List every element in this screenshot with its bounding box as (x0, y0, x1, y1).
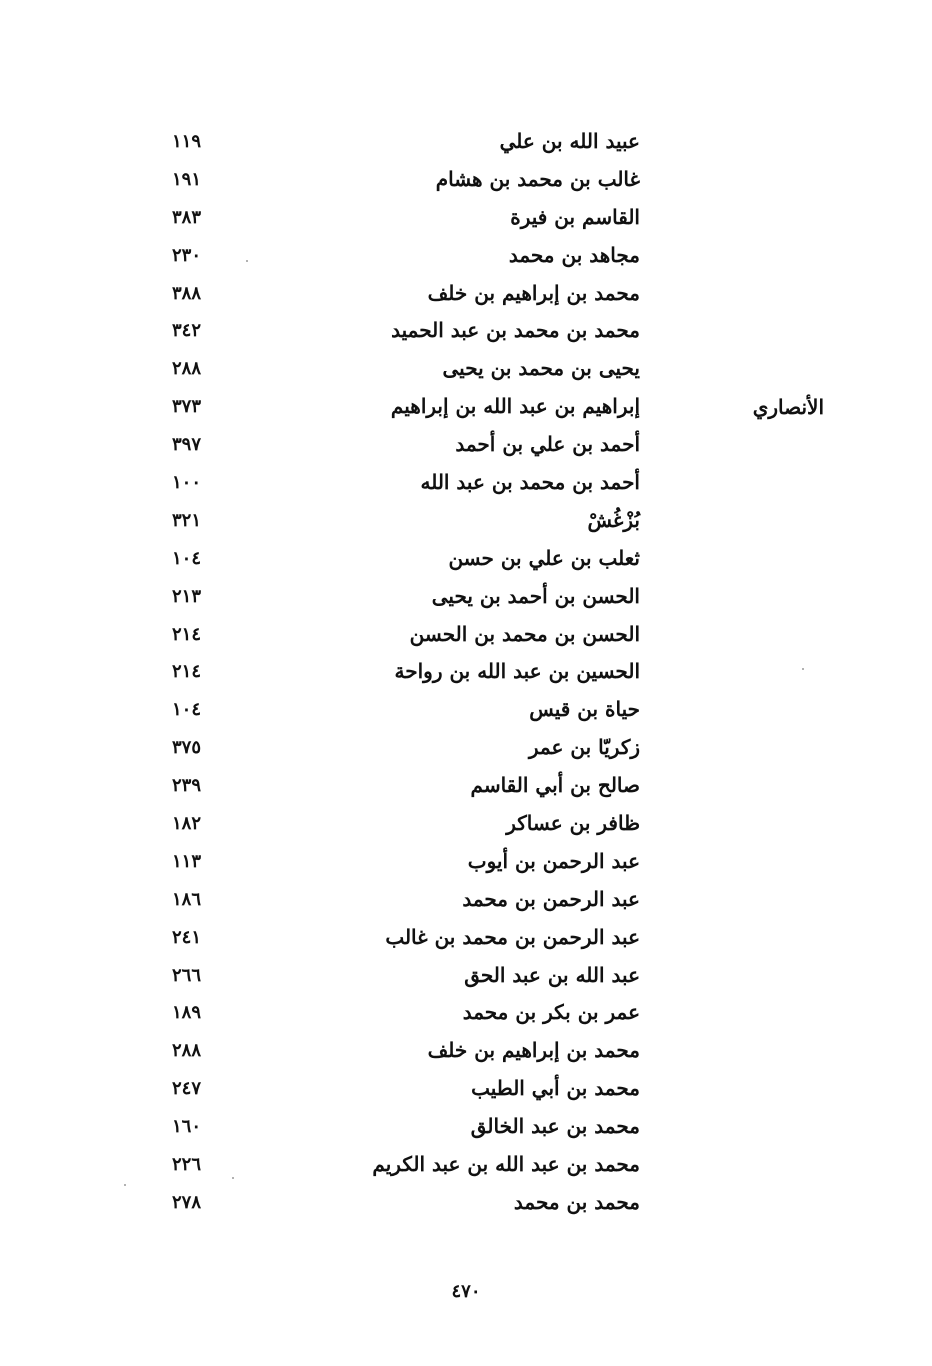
entry-name: أحمد بن محمد بن عبد الله (420, 470, 640, 495)
entry-page-number: ١٨٢ (172, 813, 202, 835)
index-entry (0, 730, 932, 768)
entry-name: صالح بن أبي القاسم (470, 773, 640, 798)
group-heading-nisba: الأنصاري (752, 395, 824, 419)
index-entry (0, 541, 932, 579)
entry-page-number: ٢١٤ (172, 623, 202, 645)
index-entry (0, 920, 932, 958)
page-folio-number: ٤٧٠ (451, 1281, 481, 1302)
index-entry (0, 389, 932, 427)
entry-page-number: ٣٢١ (172, 509, 202, 531)
entry-name: محمد بن محمد (513, 1189, 640, 1214)
entry-name: محمد بن عبد الله بن عبد الكريم (372, 1152, 640, 1177)
index-entry (0, 579, 932, 617)
index-entry (0, 503, 932, 541)
entry-page-number: ٣٨٣ (172, 206, 202, 228)
index-entry (0, 200, 932, 238)
scan-speck (232, 1177, 234, 1179)
entry-name: عبد الرحمن بن محمد بن غالب (385, 924, 640, 949)
index-entry (0, 427, 932, 465)
entry-page-number: ١١٣ (172, 850, 202, 872)
entry-page-number: ٢٨٨ (172, 358, 202, 380)
scan-speck (802, 668, 804, 670)
entry-name: محمد بن عبد الخالق (470, 1114, 640, 1139)
index-entry (0, 1109, 932, 1147)
entry-page-number: ٢١٤ (172, 661, 202, 683)
entry-name: زكريّا بن عمر (528, 735, 640, 760)
entry-page-number: ٢٤١ (172, 926, 202, 948)
entry-page-number: ٣٨٨ (172, 282, 202, 304)
index-entry (0, 1033, 932, 1071)
entry-page-number: ٢٢٦ (172, 1154, 202, 1176)
entry-name: القاسم بن فيرة (510, 204, 640, 229)
index-entry (0, 617, 932, 655)
entry-name: يحيى بن محمد بن يحيى (442, 356, 640, 381)
index-entry (0, 768, 932, 806)
index-entry (0, 995, 932, 1033)
index-entry (0, 276, 932, 314)
entry-name: عبد الله بن عبد الحق (464, 962, 640, 987)
entry-page-number: ٣٧٣ (172, 396, 202, 418)
index-entry (0, 124, 932, 162)
entry-name: أحمد بن علي بن أحمد (455, 432, 640, 457)
index-entry (0, 692, 932, 730)
entry-name: عبيد الله بن علي (499, 129, 640, 153)
entry-name: الحسين بن عبد الله بن رواحة (394, 659, 640, 684)
index-entry (0, 654, 932, 692)
index-entry (0, 465, 932, 503)
entry-page-number: ٢٦٦ (172, 964, 202, 986)
entry-page-number: ٢١٣ (172, 585, 202, 607)
entry-page-number: ١١٩ (172, 131, 202, 152)
entry-page-number: ٢٣٠ (172, 244, 202, 266)
entry-page-number: ١٠٠ (172, 472, 202, 494)
index-entry (0, 313, 932, 351)
entry-name: غالب بن محمد بن هشام (435, 166, 640, 191)
entry-name: ثعلب بن علي بن حسن (448, 545, 640, 570)
entry-name: حياة بن قيس (529, 697, 640, 722)
entry-name: محمد بن إبراهيم بن خلف (427, 1038, 640, 1063)
index-entry (0, 162, 932, 200)
entry-page-number: ٣٤٢ (172, 320, 202, 342)
index-list (0, 124, 932, 1223)
entry-page-number: ٢٨٨ (172, 1040, 202, 1062)
index-entry (0, 1071, 932, 1109)
entry-page-number: ٣٧٥ (172, 737, 202, 759)
entry-page-number: ١٩١ (172, 168, 202, 190)
index-entry (0, 351, 932, 389)
entry-page-number: ١٨٩ (172, 1002, 202, 1024)
index-entry (0, 844, 932, 882)
entry-name: ظافر بن عساكر (506, 811, 640, 836)
entry-name: مجاهد بن محمد (508, 242, 640, 267)
entry-name: عبد الرحمن بن محمد (462, 886, 640, 911)
entry-page-number: ٢٧٨ (172, 1191, 202, 1213)
entry-name: إبراهيم بن عبد الله بن إبراهيم (390, 394, 640, 419)
entry-page-number: ١٠٤ (172, 699, 202, 721)
entry-page-number: ٢٤٧ (172, 1078, 202, 1100)
index-entry (0, 1185, 932, 1223)
entry-name: محمد بن إبراهيم بن خلف (427, 280, 640, 305)
index-entry (0, 806, 932, 844)
index-entry (0, 1147, 932, 1185)
entry-page-number: ١٠٤ (172, 547, 202, 569)
entry-page-number: ١٨٦ (172, 888, 202, 910)
entry-name: محمد بن محمد بن عبد الحميد (391, 318, 640, 343)
entry-page-number: ٢٣٩ (172, 775, 202, 797)
index-entry (0, 882, 932, 920)
entry-name: عمر بن بكر بن محمد (462, 1000, 640, 1025)
entry-name: عبد الرحمن بن أيوب (467, 848, 640, 873)
entry-name: محمد بن أبي الطيب (471, 1076, 640, 1101)
scan-speck (124, 1184, 126, 1186)
entry-page-number: ٣٩٧ (172, 434, 202, 456)
index-entry (0, 958, 932, 996)
entry-name: بُزْغُشْ (587, 507, 640, 532)
entry-name: الحسن بن محمد بن الحسن (409, 621, 640, 646)
entry-page-number: ١٦٠ (172, 1116, 202, 1138)
index-entry (0, 238, 932, 276)
entry-name: الحسن بن أحمد بن يحيى (431, 583, 640, 608)
scan-speck (246, 260, 248, 262)
